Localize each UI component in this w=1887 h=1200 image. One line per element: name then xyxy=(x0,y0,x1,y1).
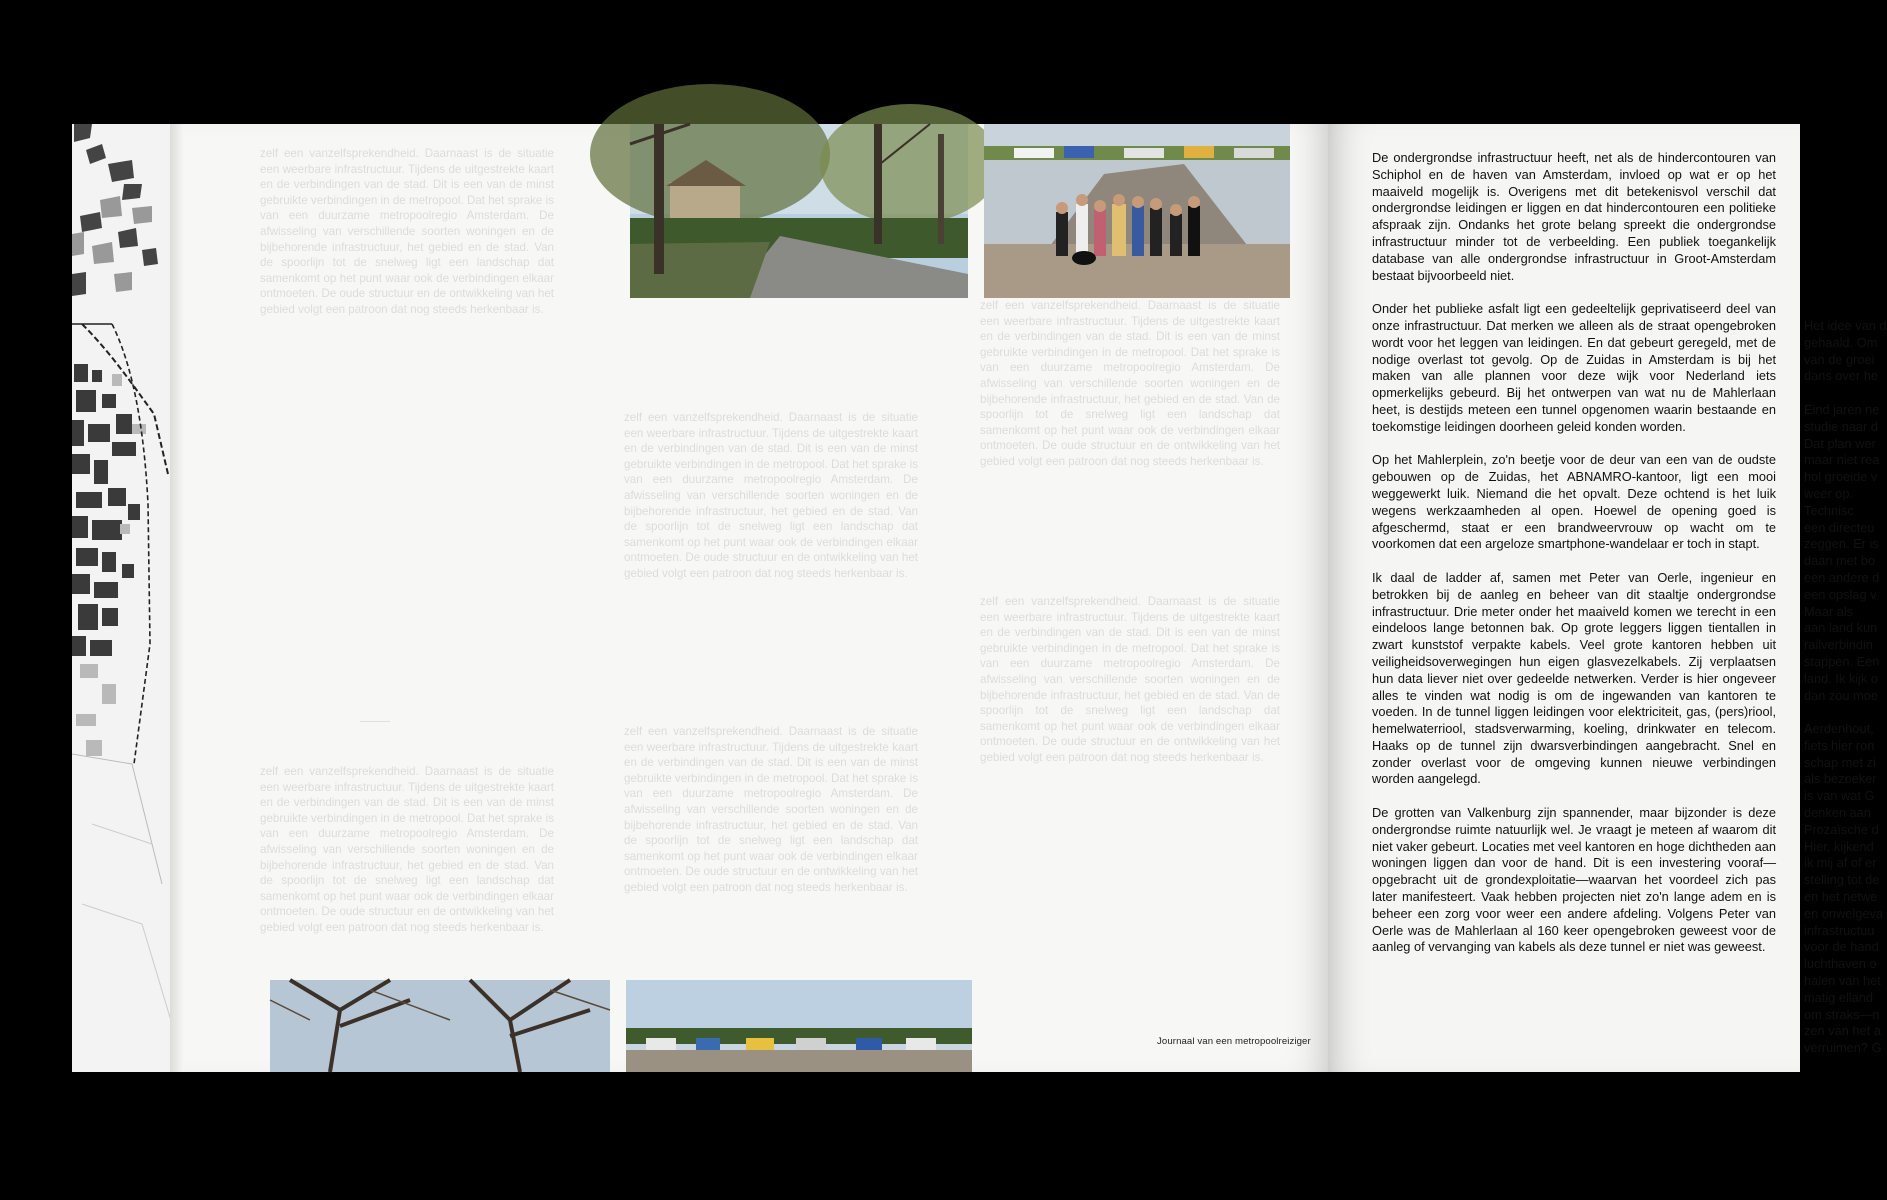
bleed-caption: ——— xyxy=(360,716,390,727)
cropped-column-line: om straks—n xyxy=(1804,1006,1880,1022)
cropped-column-line: denken aan xyxy=(1804,805,1871,821)
cropped-column-line: als bezoeker xyxy=(1804,771,1877,787)
cropped-column-line xyxy=(1804,184,1884,201)
article-column xyxy=(1372,150,1776,973)
cropped-column-line: dan zou moe xyxy=(1804,687,1878,703)
cropped-column-line xyxy=(1804,284,1884,301)
cropped-column-line: en onwelgeva xyxy=(1804,905,1883,921)
cropped-column-line: Het idee van d xyxy=(1804,317,1887,333)
article-paragraph: Op het Mahlerplein, zo'n beetje voor de deur van een van de oudste gebouwen op de Zuidas, het ABNAMRO-kantoor, ligt een mooi weggewerkt luik. Niemand die het opvalt. Deze ochtend is het luik wegens werkzaamheden al open. Hoewel de opening goed is afgeschermd, staat er een brandweervrouw op wacht om te voorkomen dat een argeloze smartphone-wandelaar er toch in stapt. xyxy=(1372,452,1776,552)
photo-group-of-residents xyxy=(984,124,1290,298)
cropped-column-line: Eind jaren ne xyxy=(1804,401,1880,417)
bleed-through-text: zelf een vanzelfsprekendheid. Daarnaast is de situatie een weerbare infrastructuur. Tijdens de uitgestrekte kaart en de verbindingen van de stad. Dit is een van de minst gebruikte verbindingen in de metropool. Dat het sprake is van een duurzame metropoolregio Amsterdam. De afwisseling van verschillende soorten woningen en de bijbehorende infrastructuur, het gebied en de stad. Van de spoorlijn tot de snelweg ligt een landschap dat samenkomt op het punt waar ook de verbindingen elkaar ontmoeten. De oude structuur en de ontwikkeling van het gebied volgt een patroon dat nog steeds herkenbaar is. xyxy=(260,765,554,934)
cropped-column-line: Technisc xyxy=(1804,502,1854,518)
cropped-column-line: Aerdenhout, xyxy=(1804,721,1874,737)
bleed-through-text: zelf een vanzelfsprekendheid. Daarnaast is de situatie een weerbare infrastructuur. Tijdens de uitgestrekte kaart en de verbindingen van de stad. Dit is een van de minst gebruikte verbindingen in de metropool. Dat het sprake is van een duurzame metropoolregio Amsterdam. De afwisseling van verschillende soorten woningen en de bijbehorende infrastructuur, het gebied en de stad. Van de spoorlijn tot de snelweg ligt een landschap dat samenkomt op het punt waar ook de verbindingen elkaar ontmoeten. De oude structuur en de ontwikkeling van het gebied volgt een patroon dat nog steeds herkenbaar is. xyxy=(624,411,918,580)
map-strip xyxy=(72,124,178,1072)
photo-tree-lined-street xyxy=(630,124,968,298)
cropped-column-line: van de groei xyxy=(1804,351,1875,367)
cropped-column-line: maar niet rea xyxy=(1804,452,1880,468)
cropped-column-line: stelling tot de xyxy=(1804,872,1880,888)
cropped-column-line: schap met zi xyxy=(1804,754,1876,770)
cropped-column-line: studie naar d xyxy=(1804,418,1878,434)
cropped-next-column xyxy=(1804,150,1887,1057)
bleed-through-text: zelf een vanzelfsprekendheid. Daarnaast is de situatie een weerbare infrastructuur. Tijdens de uitgestrekte kaart en de verbindingen van de stad. Dit is een van de minst gebruikte verbindingen in de metropool. Dat het sprake is van een duurzame metropoolregio Amsterdam. De afwisseling van verschillende soorten woningen en de bijbehorende infrastructuur, het gebied en de stad. Van de spoorlijn tot de snelweg ligt een landschap dat samenkomt op het punt waar ook de verbindingen elkaar ontmoeten. De oude structuur en de ontwikkeling van het gebied volgt een patroon dat nog steeds herkenbaar is. xyxy=(980,299,1280,468)
map-illustration xyxy=(72,124,178,1072)
article-paragraph: Ik daal de ladder af, samen met Peter van Oerle, ingenieur en betrokken bij de aanleg en beheer van dit staaltje ondergrondse infrastructuur. Drie meter onder het maaiveld komen we terecht in een eindeloos lange betonnen bak. Op grote leggers liggen tientallen in zwart kunststof verpakte kabels. Veel grote kantoren hebben uit veiligheidsoverwegingen hun eigen glasvezelkabels. Zij verplaatsen hun data liever niet over gedeelde netwerken. Verder is hier ongeveer alles te vinden wat nodig is om de ingewanden van kantoren te voeden. In de tunnel liggen leidingen voor elektriciteit, gas, (pers)riool, hemelwaterriool, stadsverwarming, koeling, drinkwater en telecom. Haaks op de tunnel zijn dwarsverbindingen aangebracht. Snel en zonder overlast voor de omgeving kunnen nieuwe verbindingen worden aangelegd. xyxy=(1372,569,1776,787)
cropped-column-line: en het netwe xyxy=(1804,889,1878,905)
cropped-column-line xyxy=(1804,301,1884,318)
cropped-column-line: land. Ik kijk o xyxy=(1804,670,1878,686)
cropped-column-line: Hier, kijkend xyxy=(1804,838,1874,854)
cropped-column-line: infrastructuu xyxy=(1804,922,1875,938)
cropped-column-line: een andere d xyxy=(1804,569,1880,585)
cropped-column-line xyxy=(1804,268,1884,285)
article-paragraph: De ondergrondse infrastructuur heeft, net als de hindercontouren van Schiphol en de haven van Amsterdam, invloed op wat er op het maaiveld mogelijk is. Overigens met dit betekenisvol verschil dat ondergrondse leidingen er liggen en dat hindercontouren een politieke afspraak zijn. Ondanks het grote belang spreekt die ondergrondse infrastructuur minder tot de verbeelding. Een publiek toegankelijk database van alle ondergrondse infrastructuur in Groot-Amsterdam bestaat bijvoorbeeld niet. xyxy=(1372,150,1776,283)
cropped-column-line: stappen. Een xyxy=(1804,653,1880,669)
cropped-column-line xyxy=(1804,217,1884,234)
cropped-column-line: verruimen? G xyxy=(1804,1040,1882,1056)
cropped-column-line xyxy=(1804,385,1884,402)
cropped-column-line: zen van het a xyxy=(1804,1023,1881,1039)
bleed-through-text: zelf een vanzelfsprekendheid. Daarnaast is de situatie een weerbare infrastructuur. Tijdens de uitgestrekte kaart en de verbindingen van de stad. Dit is een van de minst gebruikte verbindingen in de metropool. Dat het sprake is van een duurzame metropoolregio Amsterdam. De afwisseling van verschillende soorten woningen en de bijbehorende infrastructuur, het gebied en de stad. Van de spoorlijn tot de snelweg ligt een landschap dat samenkomt op het punt waar ook de verbindingen elkaar ontmoeten. De oude structuur en de ontwikkeling van het gebied volgt een patroon dat nog steeds herkenbaar is. xyxy=(624,725,918,894)
cropped-column-line: Maar als xyxy=(1804,603,1854,619)
cropped-column-line: hol groeide v xyxy=(1804,469,1878,485)
cropped-column-line: aan land kun xyxy=(1804,620,1878,636)
photo-holiday-park xyxy=(626,980,972,1072)
bleed-through-text: zelf een vanzelfsprekendheid. Daarnaast is de situatie een weerbare infrastructuur. Tijdens de uitgestrekte kaart en de verbindingen van de stad. Dit is een van de minst gebruikte verbindingen in de metropool. Dat het sprake is van een duurzame metropoolregio Amsterdam. De afwisseling van verschillende soorten woningen en de bijbehorende infrastructuur, het gebied en de stad. Van de spoorlijn tot de snelweg ligt een landschap dat samenkomt op het punt waar ook de verbindingen elkaar ontmoeten. De oude structuur en de ontwikkeling van het gebied volgt een patroon dat nog steeds herkenbaar is. xyxy=(260,147,554,316)
cropped-column-line xyxy=(1804,200,1884,217)
cropped-column-line xyxy=(1804,234,1884,251)
bleed-through-text: zelf een vanzelfsprekendheid. Daarnaast is de situatie een weerbare infrastructuur. Tijdens de uitgestrekte kaart en de verbindingen van de stad. Dit is een van de minst gebruikte verbindingen in de metropool. Dat het sprake is van een duurzame metropoolregio Amsterdam. De afwisseling van verschillende soorten woningen en de bijbehorende infrastructuur, het gebied en de stad. Van de spoorlijn tot de snelweg ligt een landschap dat samenkomt op het punt waar ook de verbindingen elkaar ontmoeten. De oude structuur en de ontwikkeling van het gebied volgt een patroon dat nog steeds herkenbaar is. xyxy=(980,595,1280,764)
cropped-column-line: weer op. xyxy=(1804,485,1854,501)
cropped-column-line xyxy=(1804,251,1884,268)
cropped-column-line xyxy=(1804,150,1884,167)
article-paragraph: De grotten van Valkenburg zijn spannender, maar bijzonder is deze ondergrondse ruimte natuurlijk wel. Je vraagt je meteen af waarom dit niet vaker gebeurt. Locaties met veel kantoren en hoge dichtheden aan woningen liggen dan voor de hand. Dit is een investering vooraf—opgebracht uit de grondexploitatie—waarvan het voordeel zich pas later manifesteert. Vaak hebben projecten niet zo'n lange adem en is beheer een zorg voor weer een andere afdeling. Volgens Peter van Oerle was de Mahlerlaan al 160 keer opengebroken geweest voor de aanleg of vervanging van kabels als deze tunnel er niet was geweest. xyxy=(1372,805,1776,955)
cropped-column-line: zeggen. Er is xyxy=(1804,536,1879,552)
cropped-column-line: voor de hand xyxy=(1804,939,1879,955)
cropped-column-line: matig elland xyxy=(1804,989,1874,1005)
cropped-column-line: Prozaïsche d xyxy=(1804,821,1879,837)
cropped-column-line xyxy=(1804,167,1884,184)
cropped-column-line: railverbindin xyxy=(1804,637,1873,653)
cropped-column-line: is van wat G xyxy=(1804,788,1875,804)
cropped-column-line: daan met bo xyxy=(1804,553,1876,569)
photo-bare-trees xyxy=(270,980,610,1072)
right-page xyxy=(1328,124,1887,1072)
running-footer: Journaal van een metropoolreiziger xyxy=(1157,1036,1311,1047)
cropped-column-line: ik mij af of er xyxy=(1804,855,1877,871)
cropped-column-line: Dat plan wer xyxy=(1804,435,1876,451)
left-spread-page xyxy=(170,124,1328,1072)
cropped-column-line: luchthaven o xyxy=(1804,956,1877,972)
cropped-column-line xyxy=(1804,704,1884,721)
cropped-column-line: dans over he xyxy=(1804,368,1878,384)
cropped-column-line: fiets hier ron xyxy=(1804,737,1875,753)
cropped-column-line: een directeu xyxy=(1804,519,1875,535)
article-paragraph: Onder het publieke asfalt ligt een gedeeltelijk geprivatiseerd deel van onze infrastructuur. Dat merken we alleen als de straat opengebroken wordt voor het leggen van leidingen. En dat gebeurt geregeld, met de nodige overlast tot gevolg. Op de Zuidas in Amsterdam is bij het maken van alle plannen voor deze wijk voor Nederland iets opmerkelijks gebeurd. Bij het ontwerpen van wat nu de Mahlerlaan heet, is destijds meteen een tunnel opgenomen waarin bestaande en toekomstige leidingen doorheen geleid konden worden. xyxy=(1372,301,1776,434)
cropped-column-line: gehaald. Om xyxy=(1804,334,1878,350)
cropped-column-line: een opslag v xyxy=(1804,586,1877,602)
cropped-column-line: halen van het xyxy=(1804,973,1881,989)
